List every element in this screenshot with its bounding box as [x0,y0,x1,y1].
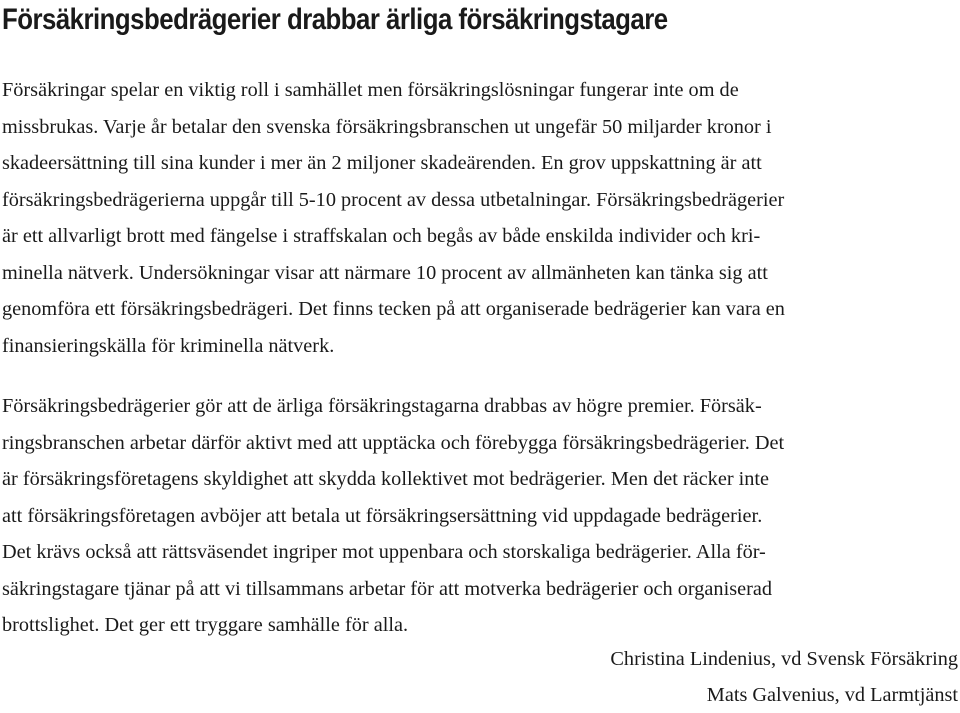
paragraph-line: genomföra ett försäkringsbedrägeri. Det finns tecken på att organiserade bedrägerier kan vara en [2,298,785,320]
paragraph-line: är försäkringsföretagens skyldighet att skydda kollektivet mot bedrägerier. Men det räcker inte [2,468,770,490]
paragraph-line: skadeersättning till sina kunder i mer än 2 miljoner skadeärenden. En grov uppskattning är att [2,152,762,174]
paragraph-line: finansieringskälla för kriminella nätverk. [2,334,335,357]
paragraph-line: Försäkringsbedrägerier gör att de ärliga försäkringstagarna drabbas av högre premier. Försäk- [2,395,762,417]
paragraph-line: missbrukas. Varje år betalar den svenska försäkringsbranschen ut ungefär 50 miljarder kronor i [2,115,772,138]
paragraph-line: att försäkringsföretagen avböjer att betala ut försäkringsersättning vid uppdagade bedrägerier. [2,504,763,527]
paragraph-line: säkringstagare tjänar på att vi tillsammans arbetar för att motverka bedrägerier och organiserad [2,577,772,600]
paragraph-line: försäkringsbedrägerierna uppgår till 5-10 procent av dessa utbetalningar. Försäkringsbedrägerier [2,188,785,211]
paragraph-line: Det krävs också att rättsväsendet ingriper mot uppenbara och storskaliga bedrägerier. Alla för- [2,541,766,563]
paragraph-2 [2,388,784,644]
paragraph-line: Försäkringar spelar en viktig roll i samhället men försäkringslösningar fungerar inte om de [2,79,739,101]
article-title: Försäkringsbedrägerier drabbar ärliga försäkringstagare [2,3,668,36]
paragraph-line: är ett allvarligt brott med fängelse i straffskalan och begås av både enskilda individer och kri- [2,225,761,247]
paragraph-1 [2,72,785,364]
paragraph-line: brottslighet. Det ger ett tryggare samhälle för alla. [2,614,409,636]
signature-1: Christina Lindenius, vd Svensk Försäkring [610,648,958,670]
paragraph-line: minella nätverk. Undersökningar visar att närmare 10 procent av allmänheten kan tänka sig att [2,261,768,284]
signature-2: Mats Galvenius, vd Larmtjänst [706,684,958,706]
paragraph-line: ringsbranschen arbetar därför aktivt med att upptäcka och förebygga försäkringsbedrägerier. Det [2,431,785,454]
